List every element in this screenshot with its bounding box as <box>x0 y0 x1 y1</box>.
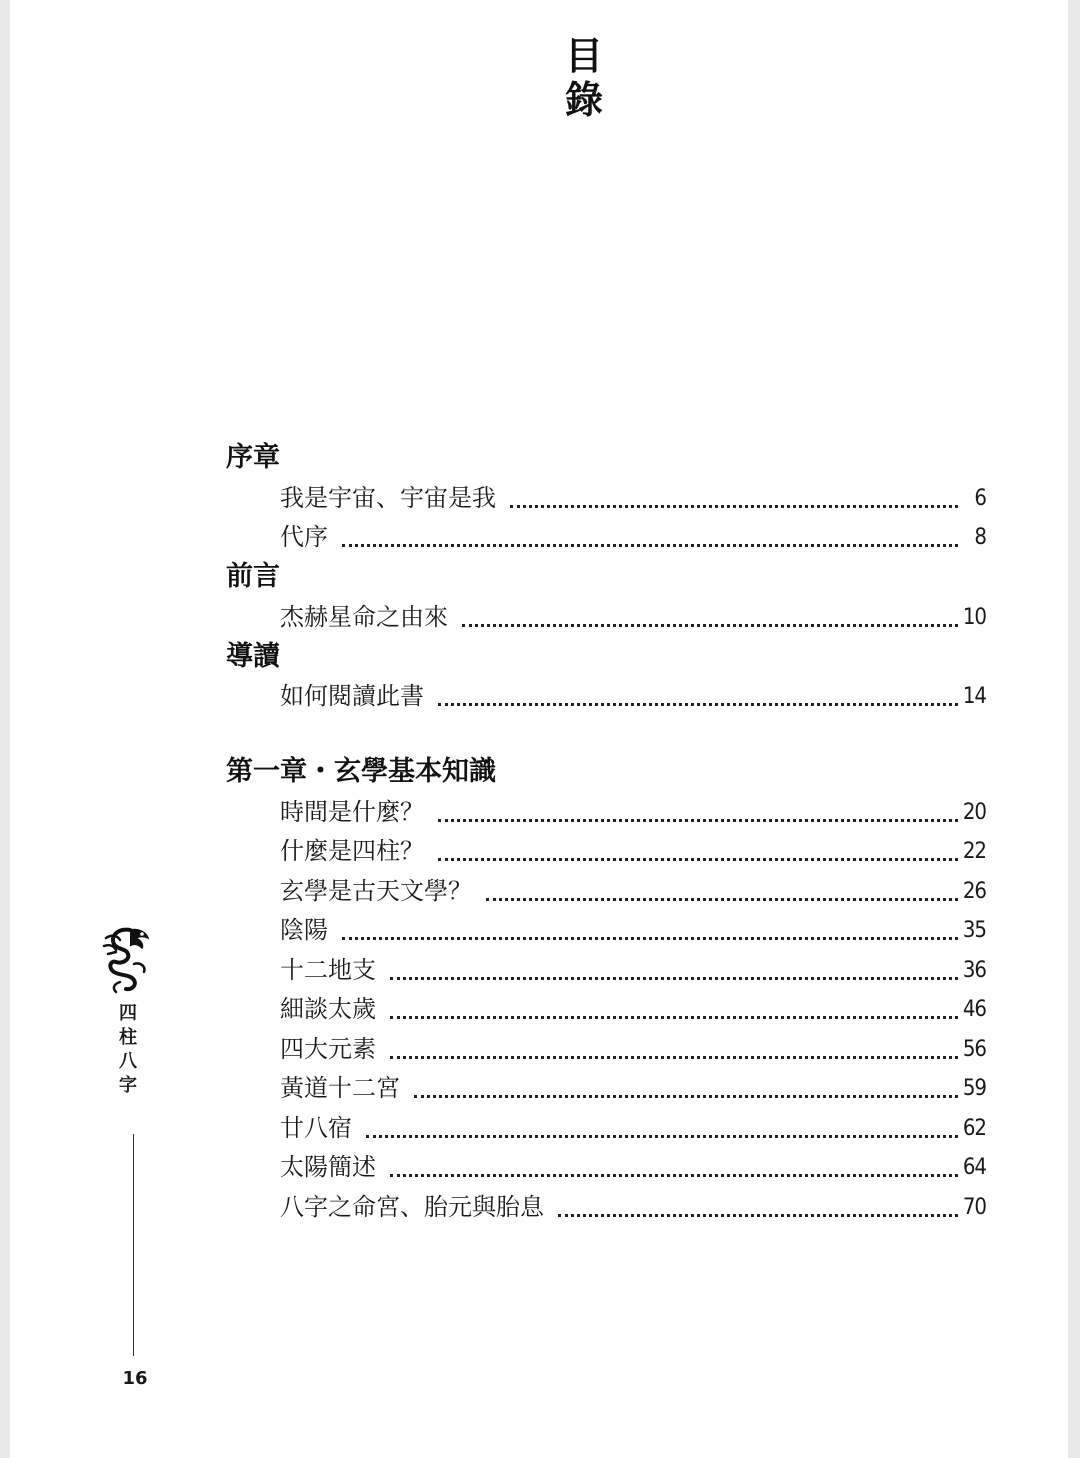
toc-entry[interactable] <box>226 832 986 872</box>
toc-entry-label: 八字之命宮、胎元與胎息 <box>280 1192 544 1221</box>
toc-entry[interactable] <box>226 1029 986 1069</box>
toc-entry-page: 46 <box>962 997 986 1022</box>
toc-entry-label: 杰赫星命之由來 <box>280 602 448 631</box>
toc-section-heading: 序章 <box>226 442 280 473</box>
toc-entry-page: 70 <box>962 1194 986 1220</box>
toc-entry-page: 59 <box>962 1076 986 1101</box>
toc-entry-label: 代序 <box>280 523 328 551</box>
toc-entry-label: 如何閱讀此書 <box>280 682 424 710</box>
book-title-char: 八 <box>119 1051 137 1072</box>
toc-entry[interactable] <box>226 597 986 637</box>
dot-leader <box>366 1135 958 1138</box>
toc-entry-page: 20 <box>962 799 986 825</box>
toc-entry[interactable] <box>226 1069 986 1109</box>
toc-entry[interactable] <box>226 518 986 558</box>
toc-entry-page: 10 <box>962 604 986 630</box>
toc-entry-page: 64 <box>962 1155 986 1180</box>
toc-entry[interactable] <box>226 1148 986 1188</box>
dot-leader <box>438 819 958 822</box>
toc-entry[interactable] <box>226 950 986 990</box>
toc-entry-page: 6 <box>974 485 986 511</box>
dot-leader <box>342 937 958 940</box>
toc-entry-label: 玄學是古天文學？ <box>280 876 472 905</box>
page-title-char: 錄 <box>564 78 603 122</box>
toc-entry[interactable] <box>226 677 986 717</box>
toc-entry-label: 我是宇宙、宇宙是我 <box>280 483 496 512</box>
page-title <box>556 34 612 122</box>
dragon-icon <box>100 924 156 994</box>
toc-entry[interactable] <box>226 911 986 951</box>
table-of-contents <box>226 438 986 1227</box>
toc-entry-label: 什麼是四柱？ <box>280 837 424 865</box>
toc-entry-label: 太陽簡述 <box>280 1153 376 1181</box>
page-number: 16 <box>122 1368 148 1389</box>
book-page <box>10 0 1068 1458</box>
toc-entry-page: 14 <box>962 684 986 709</box>
dot-leader <box>558 1214 958 1217</box>
dot-leader <box>390 1056 958 1059</box>
book-title-char: 字 <box>119 1075 137 1096</box>
toc-entry[interactable] <box>226 871 986 911</box>
book-title <box>119 1002 137 1098</box>
side-ornament <box>98 924 158 1098</box>
toc-entry-label: 十二地支 <box>280 955 376 984</box>
toc-entry-page: 22 <box>962 839 986 864</box>
dot-leader <box>390 977 958 980</box>
toc-entry-page: 8 <box>974 525 986 550</box>
book-title-char: 柱 <box>119 1027 137 1048</box>
toc-entry-label: 四大元素 <box>280 1034 376 1063</box>
toc-entry-label: 廿八宿 <box>280 1113 352 1142</box>
toc-entry[interactable] <box>226 792 986 832</box>
toc-entry-label: 時間是什麼？ <box>280 797 424 826</box>
toc-entry-page: 26 <box>962 878 986 904</box>
page-title-char: 目 <box>564 34 603 78</box>
toc-entry-label: 黃道十二宮 <box>280 1074 400 1102</box>
dot-leader <box>414 1095 958 1098</box>
dot-leader <box>510 505 958 508</box>
toc-entry-label: 細談太歲 <box>280 995 376 1023</box>
toc-entry[interactable] <box>226 478 986 518</box>
toc-entry[interactable] <box>226 990 986 1030</box>
toc-entry[interactable] <box>226 1187 986 1227</box>
toc-entry-label: 陰陽 <box>280 916 328 944</box>
dot-leader <box>462 624 958 627</box>
margin-rule <box>133 1134 134 1356</box>
toc-entry-page: 35 <box>962 918 986 943</box>
toc-entry-page: 36 <box>962 957 986 983</box>
toc-section-heading: 前言 <box>226 561 280 592</box>
toc-section-heading: 導讀 <box>226 640 280 672</box>
dot-leader <box>342 544 958 547</box>
book-title-char: 四 <box>119 1003 137 1024</box>
dot-leader <box>438 703 958 706</box>
toc-section-heading: 第一章・玄學基本知識 <box>226 756 496 787</box>
toc-entry-page: 62 <box>962 1115 986 1141</box>
dot-leader <box>486 898 958 901</box>
dot-leader <box>390 1016 958 1019</box>
dot-leader <box>390 1174 958 1177</box>
toc-entry[interactable] <box>226 1108 986 1148</box>
toc-entry-page: 56 <box>962 1036 986 1062</box>
dot-leader <box>438 858 958 861</box>
